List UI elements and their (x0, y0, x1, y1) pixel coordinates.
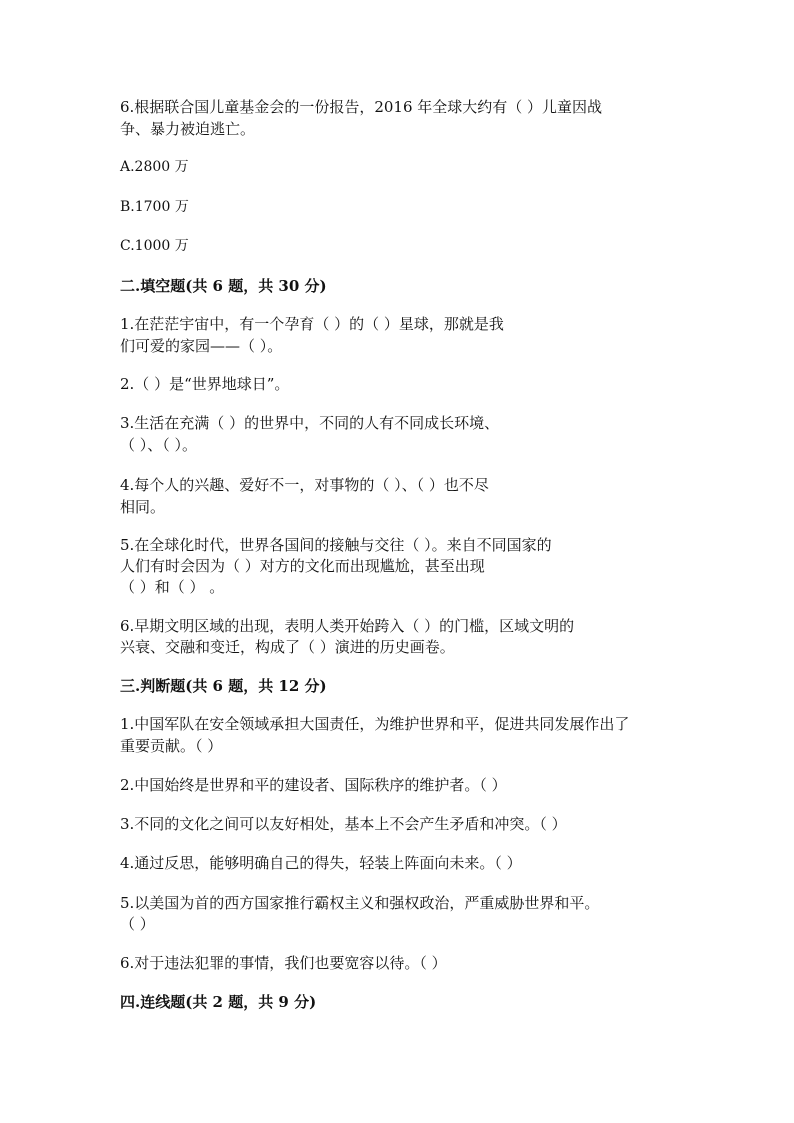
fill-q2-line1: 2.（ ）是“世界地球日”。 (120, 375, 290, 393)
fill-q5-line3: （ ）和（ ） 。 (120, 578, 225, 596)
fill-q4-line1: 4.每个人的兴趣、爱好不一，对事物的（ ）、（ ）也不尽 (120, 476, 489, 494)
judge-q5-line1: 5.以美国为首的西方国家推行霸权主义和强权政治，严重威胁世界和平。 (120, 894, 600, 912)
fill-q5-line2: 人们有时会因为（ ）对方的文化而出现尴尬，甚至出现 (120, 557, 485, 575)
judge-q5-line2: （ ） (120, 915, 155, 933)
fill-q6-line1: 6.早期文明区域的出现，表明人类开始跨入（ ）的门槛，区域文明的 (120, 617, 575, 635)
judge-q3-line1: 3.不同的文化之间可以友好相处，基本上不会产生矛盾和冲突。（ ） (120, 815, 567, 833)
section-heading-match: 四.连线题(共 2 题，共 9 分) (120, 993, 317, 1011)
mc-q6-line1: 6.根据联合国儿童基金会的一份报告，2016 年全球大约有（ ）儿童因战 (120, 98, 603, 116)
mc-q6-option-c: C.1000 万 (120, 238, 189, 254)
fill-q5-line1: 5.在全球化时代，世界各国间的接触与交往（ ）。来自不同国家的 (120, 536, 552, 554)
judge-q1-line2: 重要贡献。（ ） (120, 737, 223, 755)
fill-q6-line2: 兴衰、交融和变迁，构成了（ ）演进的历史画卷。 (120, 638, 455, 656)
fill-q4-line2: 相同。 (120, 498, 166, 516)
judge-q2-line1: 2.中国始终是世界和平的建设者、国际秩序的维护者。（ ） (120, 776, 507, 794)
fill-q1-line1: 1.在茫茫宇宙中，有一个孕育（ ）的（ ）星球，那就是我 (120, 315, 504, 333)
fill-q3-line2: （ ）、（ ）。 (120, 436, 198, 454)
mc-q6-line2: 争、暴力被迫逃亡。 (120, 120, 256, 138)
judge-q1-line1: 1.中国军队在安全领域承担大国责任，为维护世界和平，促进共同发展作出了 (120, 715, 630, 733)
fill-q1-line2: 们可爱的家园——（ ）。 (120, 337, 283, 355)
section-heading-fill: 二.填空题(共 6 题，共 30 分) (120, 277, 327, 295)
mc-q6-option-a: A.2800 万 (120, 159, 189, 175)
judge-q4-line1: 4.通过反思，能够明确自己的得失，轻装上阵面向未来。（ ） (120, 854, 522, 872)
section-heading-judge: 三.判断题(共 6 题，共 12 分) (120, 677, 327, 695)
judge-q6-line1: 6.对于违法犯罪的事情，我们也要宽容以待。（ ） (120, 954, 447, 972)
fill-q3-line1: 3.生活在充满（ ）的世界中，不同的人有不同成长环境、 (120, 414, 500, 432)
mc-q6-option-b: B.1700 万 (120, 199, 189, 215)
